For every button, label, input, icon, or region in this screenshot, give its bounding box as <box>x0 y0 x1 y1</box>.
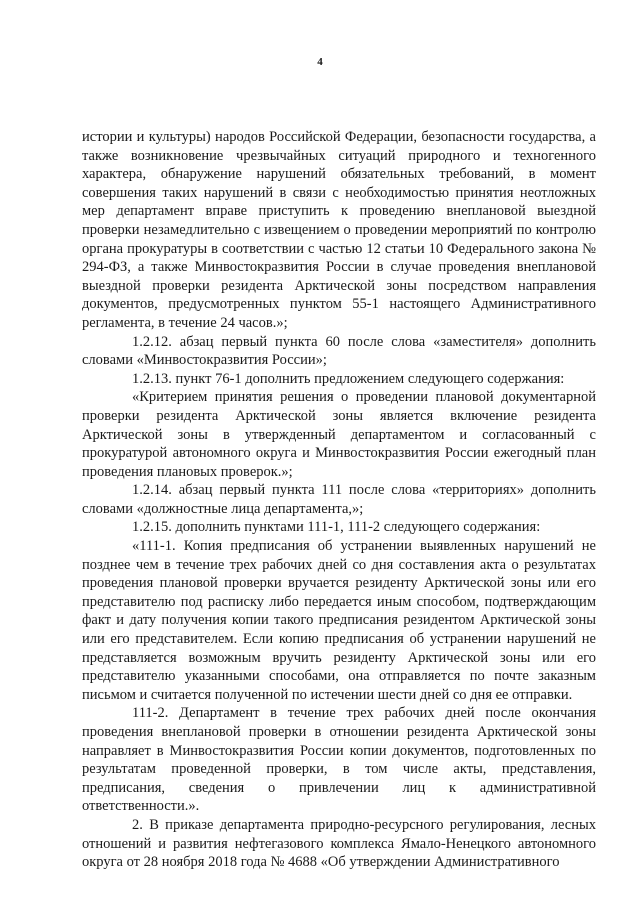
paragraph-1-2-15: 1.2.15. дополнить пунктами 111-1, 111-2 следующего содержания: <box>132 519 541 536</box>
paragraph-1-2-14: 1.2.14. абзац первый пункта 111 после слова «территориях» дополнить словами «должностные лица департамента,»; <box>82 482 596 517</box>
paragraph-1-2-13: 1.2.13. пункт 76-1 дополнить предложением следующего содержания: <box>132 370 565 387</box>
paragraph-1-2-12: 1.2.12. абзац первый пункта 60 после слова «заместителя» дополнить словами «Минвостокразвития России»; <box>82 333 596 369</box>
page-number: 4 <box>317 56 323 68</box>
paragraph-2: 2. В приказе департамента природно-ресурсного регулирования, лесных отношений и развития нефтегазового комплекса Ямало-Ненецкого автономного округа от 28 ноября 2018 года № 4688 «Об утверждении Административного <box>82 816 596 871</box>
paragraph-111-1: «111-1. Копия предписания об устранении выявленных нарушений не позднее чем в течение трех рабочих дней со дня составления акта о результатах проведения плановой проверки вручается резиденту Арктической зоны или его представителю под расписку либо передается иным способом, подтверждающим факт и дату получения копии такого предписания резидентом Арктической зоны или его представителем. Если копию предписания об устранении нарушений не представляется возможным вручить резиденту Арктической зоны или его представителю указанными способами, она отправляется по почте заказным письмом и считается полученной по истечении шести дней со дня ее отправки. <box>82 538 596 703</box>
document-body <box>82 128 596 872</box>
paragraph-111-2: 111-2. Департамент в течение трех рабочих дней после окончания проведения внеплановой проверки в отношении резидента Арктической зоны направляет в Минвостокразвития России копии документов, подготовленных по результатам проведенной проверки, в том числе акты, представления, предписания, сведения о привлечении лиц к административной ответственности.». <box>82 705 596 815</box>
paragraph-quote-criterion: «Критерием принятия решения о проведении плановой документарной проверки резидента Арктической зоны является включение резидента Арктической зоны в утвержденный департаментом и согласованный с прокуратурой автономного округа и Минвостокразвития России ежегодный план проведения плановых проверок.»; <box>82 389 596 480</box>
paragraph-continuation: истории и культуры) народов Российской Федерации, безопасности государства, а также возникновение чрезвычайных ситуаций природного и техногенного характера, обнаружение нарушений обязательных требований, в момент совершения таких нарушений в связи с необходимостью принятия неотложных мер департамент вправе приступить к проведению внеплановой выездной проверки незамедлительно с извещением о проведении мероприятий по контролю органа прокуратуры в соответствии с частью 12 статьи 10 Федерального закона № 294-ФЗ, а также Минвостокразвития России в случае проведения внеплановой выездной проверки резидента Арктической зоны посредством направления документов, предусмотренных пунктом 55-1 настоящего Административного регламента, в течение 24 часов.»; <box>82 129 596 331</box>
